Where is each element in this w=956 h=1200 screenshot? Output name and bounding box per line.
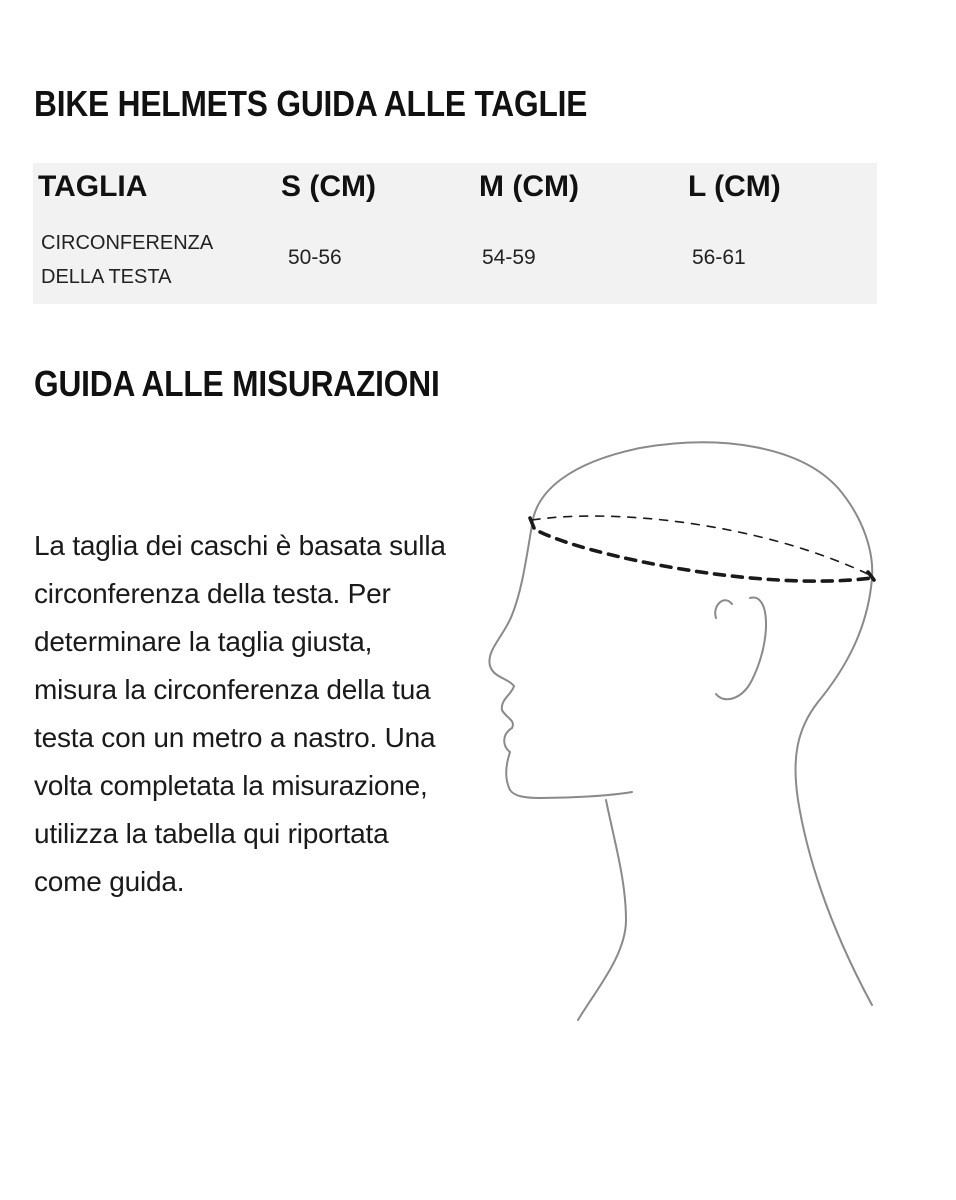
- head-profile-outline: [489, 442, 872, 1020]
- table-cell-m-value: 54-59: [482, 246, 536, 269]
- size-guide-title: BIKE HELMETS GUIDA ALLE TAGLIE: [34, 83, 588, 124]
- head-measurement-illustration: [470, 420, 890, 1040]
- table-cell-l-value: 56-61: [692, 246, 746, 269]
- measurement-instructions: La taglia dei caschi è basata sulla circonferenza della testa. Per determinare la taglia giusta, misura la circonferenza della tua testa con un metro a nastro. Una volta completata la misurazione, utilizza la tabella qui riportata come guida.: [34, 530, 446, 897]
- table-header-s: S (CM): [281, 170, 376, 203]
- measurement-guide-title: GUIDA ALLE MISURAZIONI: [34, 363, 440, 404]
- table-header-size: TAGLIA: [38, 170, 148, 203]
- table-header-m: M (CM): [479, 170, 579, 203]
- table-cell-s-value: 50-56: [288, 246, 342, 269]
- table-header-l: L (CM): [688, 170, 781, 203]
- measuring-tape-line: [530, 516, 874, 581]
- table-row-label-head-circumference: CIRCONFERENZA DELLA TESTA: [41, 232, 214, 288]
